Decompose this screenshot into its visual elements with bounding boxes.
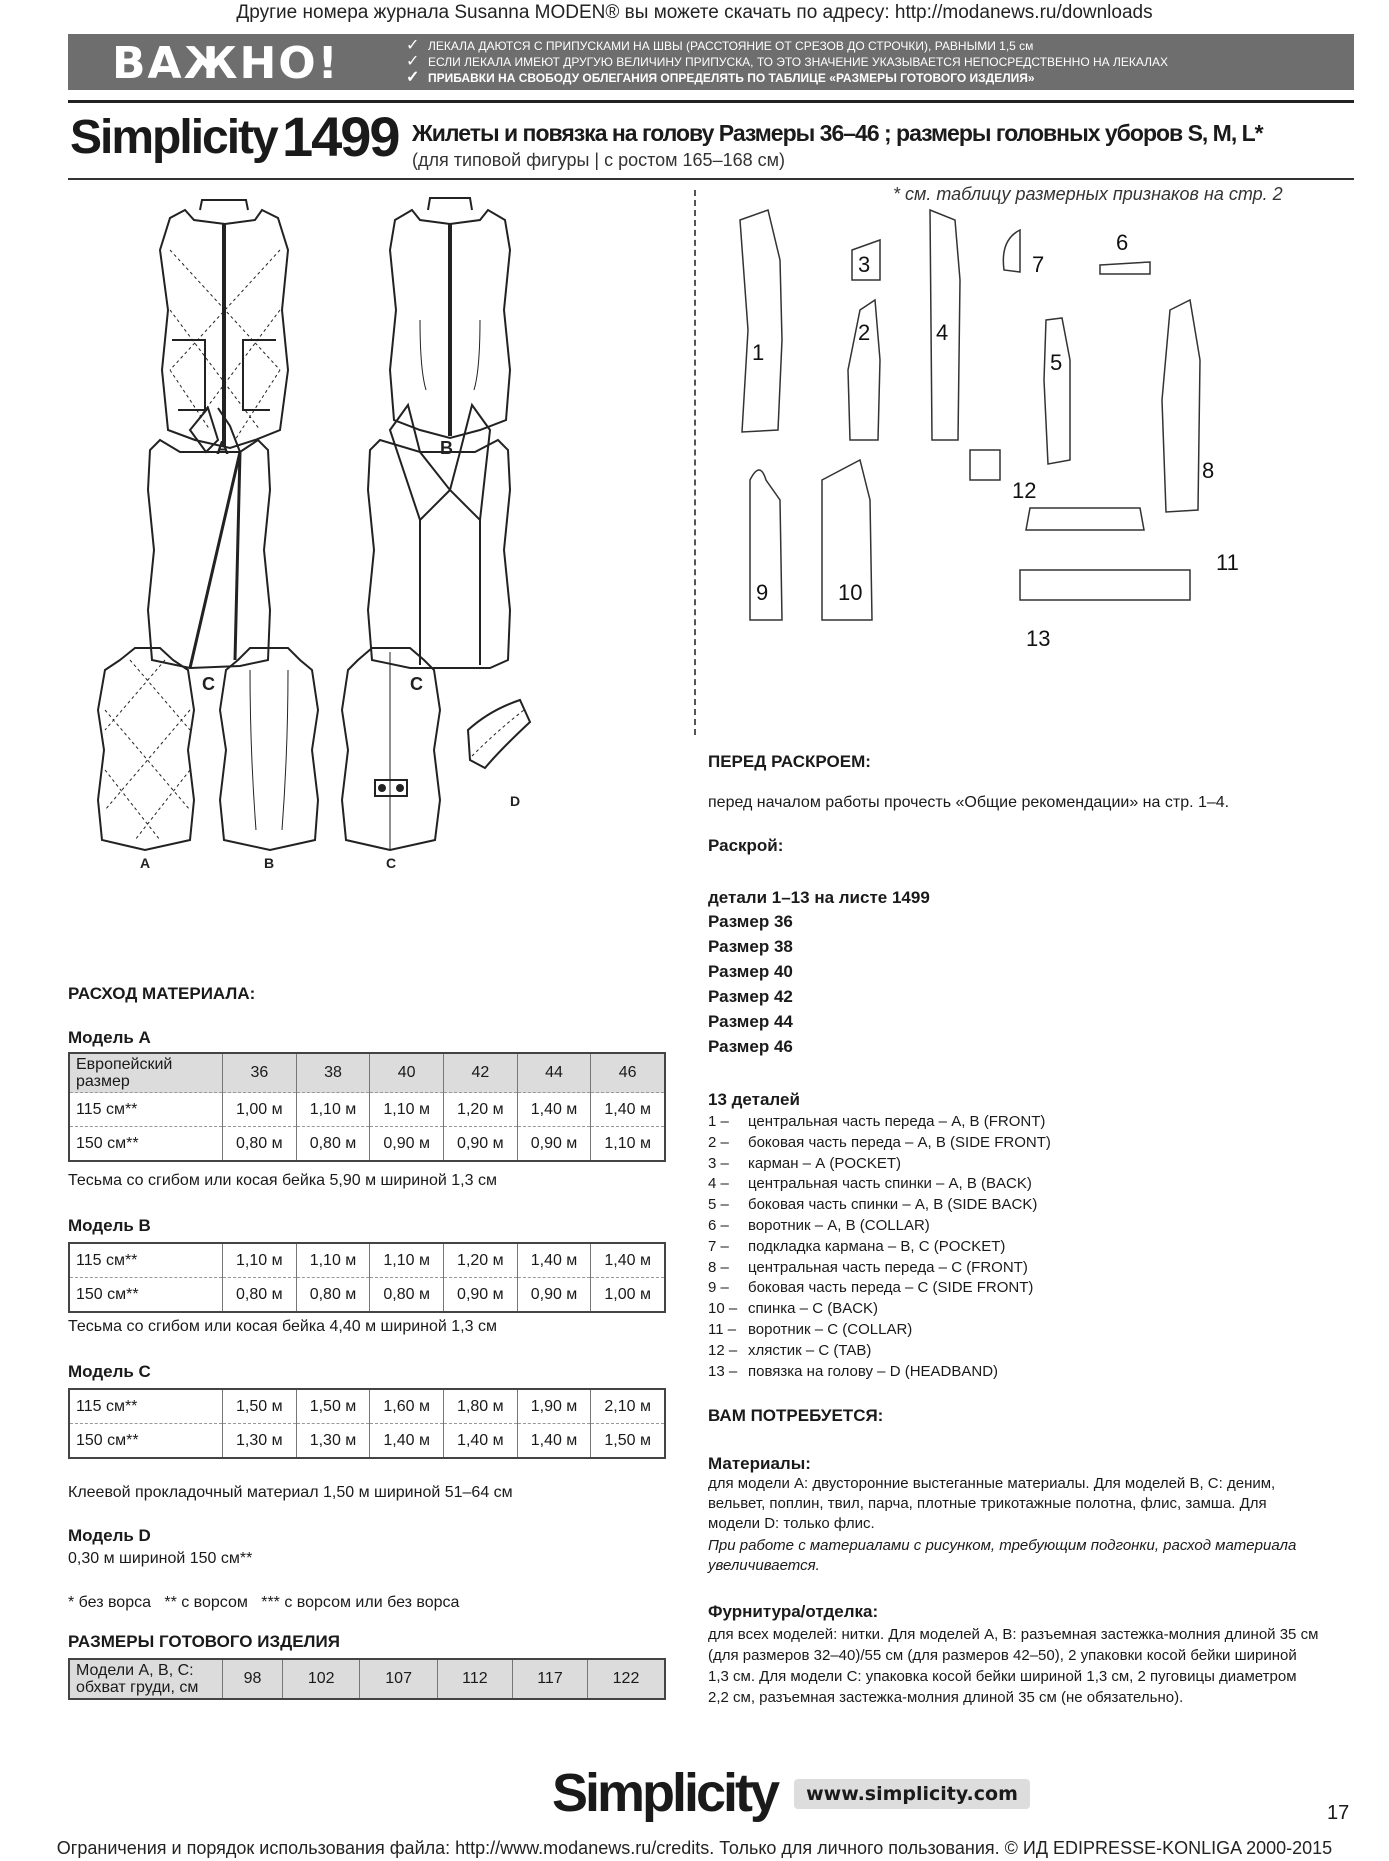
piece-label-1: 1 [752, 340, 765, 365]
cell: 107 [360, 1660, 437, 1698]
parts-heading: 13 деталей [708, 1090, 800, 1109]
cell: 1,00 м [604, 1285, 651, 1303]
cell: 36 [223, 1054, 297, 1093]
cell: 1,40 м [591, 1244, 664, 1278]
list-item: 5 – боковая часть спинки – А, В (SIDE BACK) [708, 1196, 1038, 1214]
cell: 40 [370, 1054, 444, 1093]
table-row [70, 1093, 664, 1127]
notions-text: для всех моделей: нитки. Для моделей A, B: разъемная застежка-молния длиной 35 см (для размеров 32–40)/55 см (для размеров 42–50), 2 упаковки косой бейки шириной 1,3 см. Для модели C: упаковка косой бейки шириной 1,3 см, 2 пуговицы диаметром 2,2 см, разъемная застежка-молния длиной 35 см (не обязательно). [708, 1626, 1319, 1706]
model-d-label: Модель D [68, 1526, 151, 1545]
cell: 44 [517, 1054, 591, 1093]
materials-text: для модели A: двусторонние выстеганные материалы. Для моделей B, C: деним, вельвет, поплин, твил, парча, плотные трикотажные полотна, флис, замша. Для модели D: только флис. [708, 1475, 1276, 1532]
table-row [70, 1278, 664, 1312]
model-a-note: Тесьма со сгибом или косая бейка 5,90 м шириной 1,3 см [68, 1172, 497, 1189]
important-banner [68, 34, 1354, 90]
cell: 150 см** [70, 1278, 223, 1312]
size-legend-row: Размер 42 [708, 987, 793, 1006]
cell: 1,30 м [223, 1424, 297, 1458]
cell: 1,50 м [604, 1431, 651, 1449]
piece-11 [1026, 508, 1144, 530]
nap-legend: * без ворса ** с ворсом *** с ворсом или без ворса [68, 1594, 460, 1611]
label-a: A [216, 438, 229, 458]
size-note: * см. таблицу размерных признаков на стр. 2 [893, 184, 1283, 204]
view-c-front-zip [148, 408, 270, 668]
finished-table [68, 1658, 666, 1700]
table-row [70, 1127, 664, 1161]
pattern-number: 1499 [282, 105, 399, 168]
size-legend-row: Размер 38 [708, 937, 793, 956]
cell: 115 см** [70, 1093, 223, 1127]
cell: 1,80 м [444, 1390, 518, 1424]
parts-list [708, 1112, 1051, 1382]
piece-label-12: 12 [1012, 478, 1037, 503]
cell: 1,10 м [223, 1244, 297, 1278]
banner-note: ✓ ЛЕКАЛА ДАЮТСЯ С ПРИПУСКАМИ НА ШВЫ (РАССТОЯНИЕ ОТ СРЕЗОВ ДО СТРОЧКИ), РАВНЫМИ 1,5 см [406, 37, 1034, 54]
cell: 38 [296, 1054, 370, 1093]
table-row [70, 1390, 664, 1424]
cell: 1,20 м [444, 1093, 518, 1127]
list-item: 11 – воротник – С (COLLAR) [708, 1320, 913, 1338]
view-a-front [160, 200, 288, 448]
materials-italic: При работе с материалами с рисунком, требующим подгонки, расход материала увеличивается. [708, 1537, 1297, 1574]
material-heading: РАСХОД МАТЕРИАЛА: [68, 984, 256, 1003]
cell: 0,90 м [517, 1127, 591, 1161]
cell: 1,50 м [223, 1390, 297, 1424]
cell: 0,90 м [370, 1127, 444, 1161]
cell: 112 [437, 1660, 512, 1698]
model-a-table [68, 1052, 666, 1162]
piece-5 [1044, 318, 1070, 464]
banner-note: ✓ ПРИБАВКИ НА СВОБОДУ ОБЛЕГАНИЯ ОПРЕДЕЛЯТЬ ПО ТАБЛИЦЕ «РАЗМЕРЫ ГОТОВОГО ИЗДЕЛИЯ» [406, 69, 1035, 86]
cell: 1,10 м [370, 1244, 444, 1278]
check-icon: ✓ [406, 53, 420, 70]
piece-label-9: 9 [756, 580, 769, 605]
cell: Модели А, В, С: обхват груди, см [70, 1660, 223, 1698]
piece-8 [1162, 300, 1200, 512]
label-c-back: C [386, 855, 397, 871]
notions-heading: Фурнитура/отделка: [708, 1602, 879, 1621]
cell: 1,40 м [517, 1244, 591, 1278]
piece-label-10: 10 [838, 580, 863, 605]
cell: 0,80 м [296, 1278, 370, 1312]
view-c-front-lapel [368, 405, 510, 668]
cell: 115 см** [70, 1390, 223, 1424]
cell: 0,80 м [223, 1127, 297, 1161]
brand-logo: Simplicity [70, 111, 277, 164]
size-legend-row: Размер 36 [708, 912, 793, 931]
cell: 0,80 м [223, 1278, 297, 1312]
cell: 0,80 м [370, 1278, 444, 1312]
footer-url[interactable]: www.simplicity.com [794, 1779, 1030, 1809]
list-item: 13 – повязка на голову – D (HEADBAND) [708, 1362, 999, 1380]
cell: 0,90 м [517, 1278, 591, 1312]
pattern-pieces [730, 200, 1330, 680]
list-item: 3 – карман – А (POCKET) [708, 1154, 902, 1172]
table-row [70, 1660, 664, 1698]
cell: 1,00 м [223, 1093, 297, 1127]
label-b-back: B [264, 855, 275, 871]
materials-heading: Материалы: [708, 1454, 811, 1473]
label-d: D [510, 793, 521, 809]
piece-label-3: 3 [858, 252, 871, 277]
model-c-label: Модель С [68, 1362, 151, 1381]
finished-heading: РАЗМЕРЫ ГОТОВОГО ИЗДЕЛИЯ [68, 1632, 340, 1651]
header-rule-bottom [68, 178, 1354, 180]
model-c-table [68, 1388, 666, 1459]
cell: 115 см** [70, 1244, 223, 1278]
cell: 1,40 м [370, 1424, 444, 1458]
cell: 1,40 м [517, 1424, 591, 1458]
cell: 1,10 м [370, 1093, 444, 1127]
table-row [70, 1244, 664, 1278]
before-cutting-text: перед началом работы прочесть «Общие рекомендации» на стр. 1–4. [708, 794, 1230, 811]
rights-notice: Ограничения и порядок использования файла: http://www.modanews.ru/credits. Только для личного пользования. © ИД EDIPRESSE-KONLIGA 2000-2015 [56, 1838, 1333, 1858]
banner-notes [406, 38, 1168, 86]
view-b-front [390, 198, 510, 438]
footer-logo: Simplicity [552, 1763, 778, 1823]
piece-12 [970, 450, 1000, 480]
column-divider [694, 190, 696, 735]
cell: 1,40 м [591, 1093, 664, 1127]
need-heading: ВАМ ПОТРЕБУЕТСЯ: [708, 1406, 884, 1425]
check-icon: ✓ [406, 69, 420, 86]
cell: 1,10 м [296, 1093, 370, 1127]
cell: 1,90 м [517, 1390, 591, 1424]
cell: 98 [223, 1660, 283, 1698]
model-d-text: 0,30 м шириной 150 см** [68, 1550, 253, 1567]
banner-title: ВАЖНО! [112, 38, 340, 89]
list-item: 8 – центральная часть переда – С (FRONT) [708, 1258, 1028, 1276]
piece-label-7: 7 [1032, 252, 1045, 277]
view-a-back [98, 648, 194, 850]
piece-1 [740, 210, 782, 432]
cell: Европейский размер [70, 1054, 223, 1093]
list-item: 6 – воротник – А, В (COLLAR) [708, 1216, 930, 1234]
cell: 150 см** [70, 1424, 223, 1458]
cell: 1,40 м [444, 1424, 518, 1458]
size-legend-row: Размер 44 [708, 1012, 793, 1031]
view-b-back [220, 648, 318, 850]
list-item: 2 – боковая часть переда – А, В (SIDE FRONT) [708, 1133, 1051, 1151]
top-notice: Другие номера журнала Susanna MODEN® вы можете скачать по адресу: http://modanews.ru/downloads [236, 2, 1153, 23]
list-item: 4 – центральная часть спинки – А, В (BACK) [708, 1175, 1032, 1193]
table-row [70, 1424, 664, 1458]
piece-label-6: 6 [1116, 230, 1129, 255]
cell: 150 см** [70, 1127, 223, 1161]
banner-note: ✓ ЕСЛИ ЛЕКАЛА ИМЕЮТ ДРУГУЮ ВЕЛИЧИНУ ПРИПУСКА, ТО ЭТО ЗНАЧЕНИЕ УКАЗЫВАЕТСЯ НЕПОСРЕДСТВЕННО НА ЛЕКАЛАХ [406, 53, 1169, 70]
list-item: 9 – боковая часть переда – С (SIDE FRONT) [708, 1279, 1034, 1297]
label-b: B [440, 438, 453, 458]
label-c-right: C [410, 674, 423, 694]
model-a-label: Модель А [68, 1028, 151, 1047]
piece-label-2: 2 [858, 320, 871, 345]
header-rule [68, 100, 1354, 103]
piece-label-13: 13 [1026, 626, 1051, 651]
piece-label-5: 5 [1050, 350, 1063, 375]
label-c-left: C [202, 674, 215, 694]
page-title: Жилеты и повязка на голову Размеры 36–46 ; размеры головных уборов S, M, L* [412, 120, 1263, 146]
sheet-note: детали 1–13 на листе 1499 [708, 888, 930, 907]
label-a-back: A [140, 855, 151, 871]
size-legend-row: Размер 46 [708, 1037, 793, 1056]
piece-label-8: 8 [1202, 458, 1215, 483]
list-item: 12 – хлястик – С (TAB) [708, 1341, 872, 1359]
view-c-back [342, 648, 440, 850]
before-cutting-heading: ПЕРЕД РАСКРОЕМ: [708, 752, 871, 771]
piece-13 [1020, 570, 1190, 600]
piece-7 [1003, 230, 1020, 272]
model-b-note: Тесьма со сгибом или косая бейка 4,40 м шириной 1,3 см [68, 1318, 497, 1335]
page-subtitle: (для типовой фигуры | с ростом 165–168 см) [412, 150, 785, 170]
list-item: 1 – центральная часть переда – А, В (FRONT) [708, 1113, 1046, 1130]
cell: 1,30 м [296, 1424, 370, 1458]
cell: 1,50 м [296, 1390, 370, 1424]
cell: 117 [512, 1660, 587, 1698]
size-legend-row: Размер 40 [708, 962, 793, 981]
cell: 0,90 м [444, 1278, 518, 1312]
cell: 122 [588, 1660, 664, 1698]
model-b-table [68, 1242, 666, 1313]
view-d-headband [468, 700, 530, 768]
cell: 0,90 м [444, 1127, 518, 1161]
cell: 102 [283, 1660, 360, 1698]
cut-heading: Раскрой: [708, 836, 784, 855]
cell: 1,10 м [296, 1244, 370, 1278]
page-number: 17 [1327, 1802, 1350, 1824]
check-icon: ✓ [406, 37, 420, 54]
garment-drawings [90, 190, 670, 970]
cell: 2,10 м [591, 1390, 664, 1424]
cell: 1,60 м [370, 1390, 444, 1424]
list-item: 7 – подкладка кармана – В, С (POCKET) [708, 1237, 1006, 1255]
cell: 46 [591, 1054, 664, 1093]
cell: 0,80 м [296, 1127, 370, 1161]
piece-label-4: 4 [936, 320, 949, 345]
piece-6 [1100, 262, 1150, 274]
cell: 1,20 м [444, 1244, 518, 1278]
piece-label-11: 11 [1216, 550, 1239, 575]
interfacing-note: Клеевой прокладочный материал 1,50 м шириной 51–64 см [68, 1484, 513, 1501]
cell: 1,40 м [517, 1093, 591, 1127]
list-item: 10 – спинка – С (BACK) [708, 1300, 879, 1318]
model-b-label: Модель В [68, 1216, 151, 1235]
size-legend [708, 912, 946, 1062]
cell: 1,10 м [604, 1134, 651, 1152]
cell: 42 [444, 1054, 518, 1093]
